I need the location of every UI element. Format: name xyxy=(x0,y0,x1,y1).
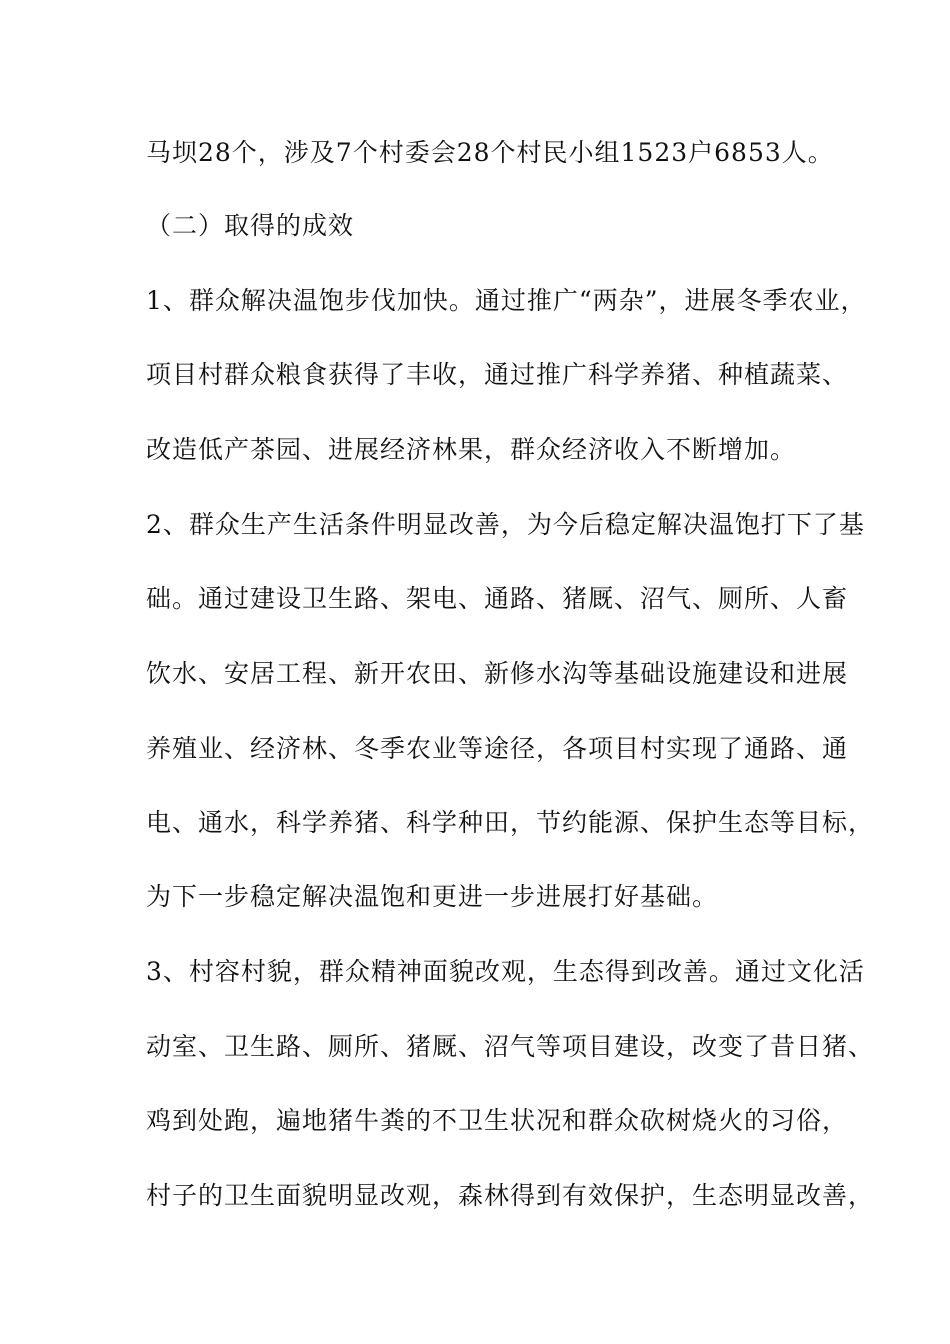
text-line-1: 马坝28个，涉及7个村委会28个村民小组1523户6853人。 xyxy=(146,138,834,167)
text-line-13: 动室、卫生路、厕所、猪厩、沼气等项目建设，改变了昔日猪、 xyxy=(146,1032,875,1061)
text-line-4: 项目村群众粮食获得了丰收，通过推广科学养猪、种植蔬菜、 xyxy=(146,360,849,389)
text-line-3: 1、群众解决温饱步伐加快。通过推广“两杂”，进展冬季农业， xyxy=(146,286,867,315)
text-line-9: 养殖业、经济林、冬季农业等途径，各项目村实现了通路、通 xyxy=(146,734,849,763)
section-heading: （二）取得的成效 xyxy=(146,211,355,240)
text-line-5: 改造低产茶园、进展经济林果，群众经济收入不断增加。 xyxy=(146,435,797,464)
text-line-7: 础。通过建设卫生路、架电、通路、猪厩、沼气、厕所、人畜 xyxy=(146,584,849,613)
text-line-14: 鸡到处跑，遍地猪牛粪的不卫生状况和群众砍树烧火的习俗， xyxy=(146,1106,849,1135)
text-line-15: 村子的卫生面貌明显改观，森林得到有效保护，生态明显改善， xyxy=(146,1181,875,1210)
text-line-10: 电、通水，科学养猪、科学种田，节约能源、保护生态等目标， xyxy=(146,808,875,837)
text-line-11: 为下一步稳定解决温饱和更进一步进展打好基础。 xyxy=(146,882,719,911)
text-line-8: 饮水、安居工程、新开农田、新修水沟等基础设施建设和进展 xyxy=(146,659,849,688)
text-line-6: 2、群众生产生活条件明显改善，为今后稳定解决温饱打下了基 xyxy=(146,510,865,539)
text-line-12: 3、村容村貌，群众精神面貌改观，生态得到改善。通过文化活 xyxy=(146,957,865,986)
